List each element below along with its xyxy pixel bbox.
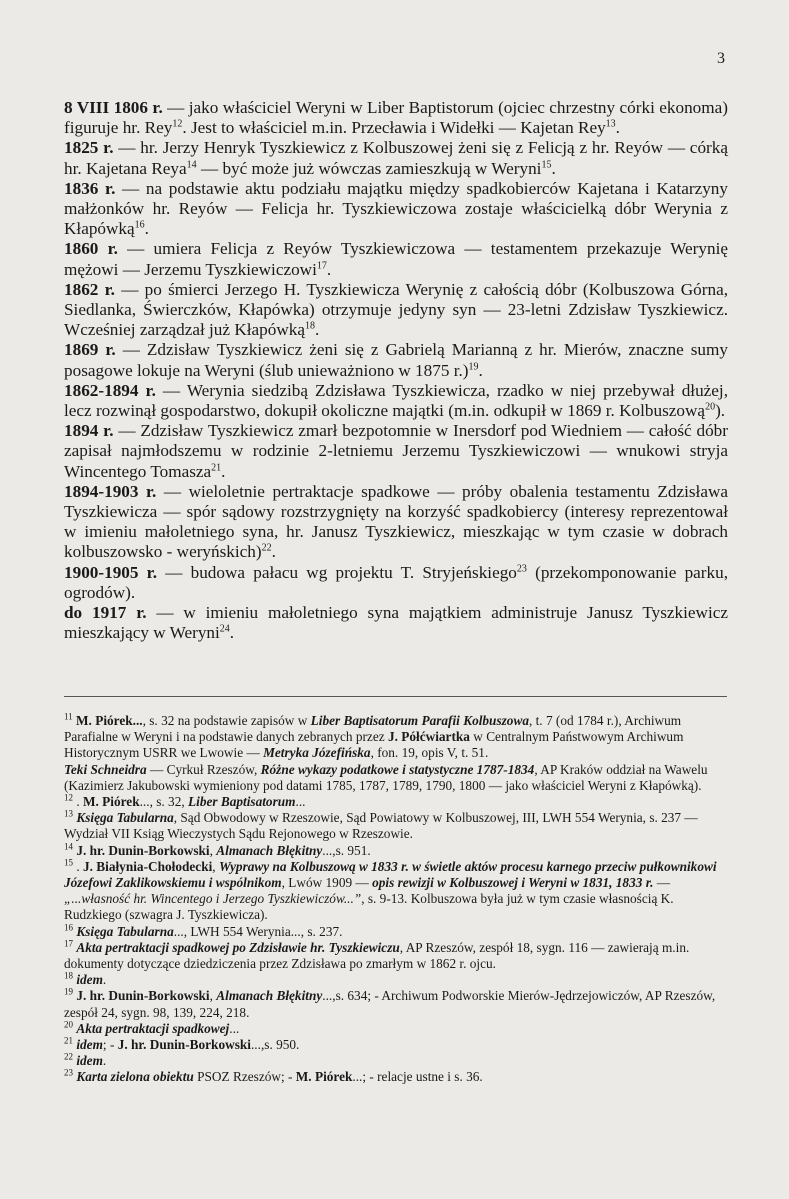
text-segment: ...,s. 951.: [322, 842, 371, 858]
text-segment: — wieloletnie pertraktacje spadkowe — próby obalenia testamentu Zdzisława Tyszkiewicza — spór sądowy rozstrzygnięty na korzyść spadkobiercy (interesy reprezentował w imieniu małoletniego syna, hr. Janusz Tyszkiewicz, mieszkając w tym czasie w dobrach kolbuszowsko - weryńskich): [64, 481, 728, 562]
footnote: [64, 810, 728, 842]
text-segment: — być może już wówczas zamieszkują w Weryni: [196, 158, 542, 178]
entry-date: do 1917 r.: [64, 603, 147, 623]
text-segment: — po śmierci Jerzego H. Tyszkiewicza Werynię z całością dóbr (Kolbuszowa Górna, Siedlanka, Świerczków, Kłapówka) otrzymuje jedyny syn — 23-letni Zdzisław Tyszkiewicz. Wcześniej zarządzał już Kłapówką: [64, 279, 728, 340]
text-segment: .: [73, 858, 83, 874]
text-segment: .: [229, 623, 235, 643]
chronology-entry: [64, 98, 728, 138]
text-segment: .: [73, 794, 83, 810]
chronology-entry: [64, 179, 728, 240]
footnote: [64, 1053, 728, 1069]
text-segment: ,: [209, 842, 217, 858]
bold-text: M. Piórek: [295, 1069, 353, 1085]
footnote-ref: 13: [605, 118, 616, 130]
footnote-ref: 22: [64, 1051, 73, 1062]
chronology-entry: [64, 138, 728, 178]
text-segment: ...: [295, 794, 306, 810]
footnote-ref: 23: [64, 1068, 73, 1079]
entry-date: 8 VIII 1806 r.: [64, 98, 163, 117]
text-segment: ...: [229, 1020, 240, 1036]
chronology-entry: [64, 381, 728, 421]
bold-text: J. hr. Dunin-Borkowski: [76, 988, 210, 1004]
text-segment: , AP Rzeszów, zespół 18, sygn. 116 — zawierają m.in. dokumenty dotyczące dziedziczenia przez Zdzisława po zmarłym w 1862 r. ojcu.: [64, 939, 690, 972]
chronology-entry: [64, 482, 728, 563]
footnote-ref: 18: [64, 970, 73, 981]
text-segment: , s. 32 na podstawie zapisów w: [142, 713, 311, 728]
footnote-ref: 18: [304, 320, 315, 332]
title-text: Liber Baptisatorum: [188, 794, 296, 810]
footnote-ref: 13: [64, 808, 73, 819]
text-segment: ,: [209, 988, 217, 1004]
text-segment: ).: [715, 401, 726, 421]
text-segment: .: [478, 360, 483, 380]
footnote: [64, 843, 728, 859]
entry-date: 1862 r.: [64, 279, 115, 299]
text-segment: .: [221, 461, 226, 481]
footnote-ref: 20: [64, 1019, 73, 1030]
entry-date: 1862-1894 r.: [64, 380, 156, 400]
footnote-ref: 14: [186, 158, 197, 170]
text-segment: , fon. 19, opis V, t. 51.: [370, 745, 489, 761]
title-text: idem: [76, 1053, 103, 1069]
text-segment: ..., LWH 554 Werynia..., s. 237.: [173, 923, 343, 939]
bold-text: J. hr. Dunin-Borkowski: [76, 842, 210, 858]
footnote-ref: 12: [172, 118, 183, 130]
footnote-ref: 16: [64, 922, 73, 933]
title-text: Wyprawy na Kolbuszową w 1833 r. w świetle aktów procesu karnego przeciw pułkownikowi Józefowi Zaklikowskiemu i wspólnikom: [64, 858, 717, 891]
text-segment: — jako właściciel Weryni w Liber Baptistorum (ojciec chrzestny córki ekonoma) figuruje hr. Rey: [64, 98, 728, 138]
chronology-entry: [64, 563, 728, 603]
text-segment: ...,s. 634; - Archiwum Podworskie Mierów-Jędrzejowiczów, AP Rzeszów, zespół 24, sygn. 98, 139, 224, 218.: [64, 988, 716, 1020]
text-segment: , t. 7 (od 1784 r.), Archiwum Parafialne w Weryni i na podstawie danych zebranych przez: [64, 713, 682, 745]
title-text: Akta pertraktacji spadkowej po Zdzisławie hr. Tyszkiewiczu: [76, 939, 400, 955]
entry-date: 1894-1903 r.: [64, 481, 157, 501]
text-segment: , Sąd Obwodowy w Rzeszowie, Sąd Powiatowy w Kolbuszowej, III, LWH 554 Werynia, s. 237 — Wydział VII Ksiąg Wieczystych Sądu Rejonowego w Rzeszowie.: [64, 810, 698, 842]
text-segment: — budowa pałacu wg projektu T. Stryjeńskiego: [157, 562, 517, 582]
footnote-ref: 24: [219, 623, 230, 635]
bold-text: J. Białynia-Chołodecki: [82, 858, 213, 874]
footnote: [64, 1037, 728, 1053]
footnote: [64, 940, 728, 972]
text-segment: — w imieniu małoletniego syna majątkiem administruje Janusz Tyszkiewicz mieszkający w Weryni: [64, 603, 728, 643]
chronology-entry: [64, 603, 728, 643]
text-segment: — na podstawie aktu podziału majątku między spadkobierców Kajetana i Katarzyny małżonków hr. Reyów — Felicja hr. Tyszkiewiczowa zostaje właścicielką dóbr Werynia z Kłapówką: [64, 178, 728, 239]
text-segment: — umiera Felicja z Reyów Tyszkiewiczowa — testamentem przekazuje Werynię mężowi — Jerzemu Tyszkiewiczowi: [64, 239, 728, 279]
text-segment: — Werynia siedzibą Zdzisława Tyszkiewicza, rzadko w niej przebywał dłużej, lecz rozwinął gospodarstwo, dokupił okoliczne majątki (m.in. odkupił w 1869 r. Kolbuszową: [64, 380, 728, 421]
bold-text: J. Półćwiartka: [387, 729, 470, 745]
footnote: [64, 713, 728, 762]
footnote-ref: 20: [705, 401, 716, 413]
text-segment: — Zdzisław Tyszkiewicz zmarł bezpotomnie w Inersdorf pod Wiedniem — całość dóbr zapisał najmłodszemu w rodzinie 2-letniemu Jerzemu Tyszkiewiczowi — wnukowi stryja Wincentego Tomasza: [64, 421, 728, 481]
footnote-ref: 15: [64, 857, 73, 868]
text-segment: —: [653, 875, 671, 891]
footnotes-section: [64, 713, 728, 1086]
footnote-ref: 21: [64, 1035, 73, 1046]
text-segment: ,: [212, 858, 219, 874]
footnote-ref: 11: [64, 711, 73, 722]
text-segment: .: [102, 1053, 107, 1069]
text-segment: — Cyrkuł Rzeszów,: [146, 761, 261, 777]
entry-date: 1825 r.: [64, 138, 114, 158]
footnote-ref: 22: [261, 542, 272, 554]
footnote-ref: 12: [64, 792, 73, 803]
footnote-ref: 19: [64, 987, 73, 998]
footnote: [64, 988, 728, 1020]
text-segment: ...,s. 950.: [250, 1037, 300, 1053]
entry-date: 1869 r.: [64, 340, 116, 360]
footnote-ref: 17: [316, 259, 327, 271]
text-segment: . Jest to właściciel m.in. Przecławia i Widełki — Kajetan Rey: [182, 118, 606, 138]
footnote: [64, 794, 728, 810]
chronology-entry: [64, 340, 728, 380]
italic-text: „...własność hr. Wincentego i Jerzego Tyszkiewiczów...”: [64, 891, 362, 907]
text-segment: , AP Kraków oddział na Wawelu (Kazimierz Jakubowski wymieniony pod datami 1785, 1787, 1789, 1790, 1800 — jako właściciel Weryni z Kłapówką).: [64, 761, 708, 793]
page-number: 3: [717, 50, 725, 67]
title-text: Almanach Błękitny: [216, 988, 323, 1004]
entry-date: 1900-1905 r.: [64, 562, 158, 582]
bold-text: J. hr. Dunin-Borkowski: [117, 1037, 251, 1053]
title-text: Teki Schneidra: [64, 761, 147, 777]
title-text: Almanach Błękitny: [216, 842, 323, 858]
text-segment: .: [144, 219, 149, 239]
text-segment: ; -: [102, 1037, 118, 1053]
footnote-ref: 19: [468, 360, 479, 372]
text-segment: .: [314, 320, 320, 340]
title-text: idem: [76, 1037, 103, 1053]
chronology-entry: [64, 421, 728, 482]
footnote-ref: 16: [134, 219, 145, 231]
text-segment: — Zdzisław Tyszkiewicz żeni się z Gabrielą Marianną z hr. Mierów, znaczne sumy posagowe lokuje na Weryni (ślub unieważniono w 1875 r.): [64, 340, 728, 380]
text-segment: .: [551, 158, 556, 178]
text-segment: , Lwów 1909 —: [281, 875, 373, 891]
title-text: Różne wykazy podatkowe i statystyczne 1787-1834: [260, 761, 535, 777]
footnote-ref: 14: [64, 841, 73, 852]
text-segment: PSOZ Rzeszów; -: [193, 1069, 296, 1085]
footnote: [64, 859, 728, 924]
footnote: [64, 762, 728, 794]
chronology-entry: [64, 239, 728, 279]
bold-text: M. Piórek...: [76, 713, 143, 728]
footnote-ref: 23: [516, 562, 527, 574]
title-text: Księga Tabularna: [76, 923, 174, 939]
text-segment: ...; - relacje ustne i s. 36.: [352, 1069, 483, 1085]
text-segment: .: [102, 972, 107, 988]
title-text: Metryka Józefińska: [263, 745, 371, 761]
footnote: [64, 1021, 728, 1037]
footnote: [64, 1069, 728, 1085]
entry-date: 1894 r.: [64, 421, 114, 441]
title-text: Liber Baptisatorum Parafii Kolbuszowa: [310, 713, 529, 728]
title-text: opis rewizji w Kolbuszowej i Weryni w 1831, 1833 r.: [372, 875, 654, 891]
text-segment: — hr. Jerzy Henryk Tyszkiewicz z Kolbuszowej żeni się z Felicją z hr. Reyów — córką hr. Kajetana Reya: [64, 138, 728, 178]
entry-date: 1836 r.: [64, 178, 116, 198]
text-segment: .: [326, 259, 332, 279]
chronology-entry: [64, 280, 728, 341]
footnote: [64, 972, 728, 988]
text-segment: w Centralnym Państwowym Archiwum Historycznym USRR we Lwowie —: [64, 729, 684, 761]
text-segment: .: [615, 118, 620, 138]
title-text: Księga Tabularna: [76, 810, 174, 826]
footnote: [64, 924, 728, 940]
footnote-divider: [64, 696, 727, 697]
title-text: Akta pertraktacji spadkowej: [76, 1020, 230, 1036]
text-segment: ..., s. 32,: [139, 794, 188, 810]
title-text: idem: [76, 972, 103, 988]
footnote-ref: 21: [211, 461, 222, 473]
text-segment: , s. 9-13. Kolbuszowa była już w tym czasie własnością K. Rudzkiego (szwagra J. Tyszkiewicza).: [64, 891, 674, 923]
entry-date: 1860 r.: [64, 239, 118, 259]
title-text: Karta zielona obiektu: [76, 1069, 194, 1085]
text-segment: .: [271, 542, 276, 562]
bold-text: M. Piórek: [82, 794, 140, 810]
text-segment: (przekomponowanie parku, ogrodów).: [64, 562, 729, 602]
chronology-section: [64, 98, 728, 643]
footnote-ref: 17: [64, 938, 73, 949]
footnote-ref: 15: [541, 158, 552, 170]
